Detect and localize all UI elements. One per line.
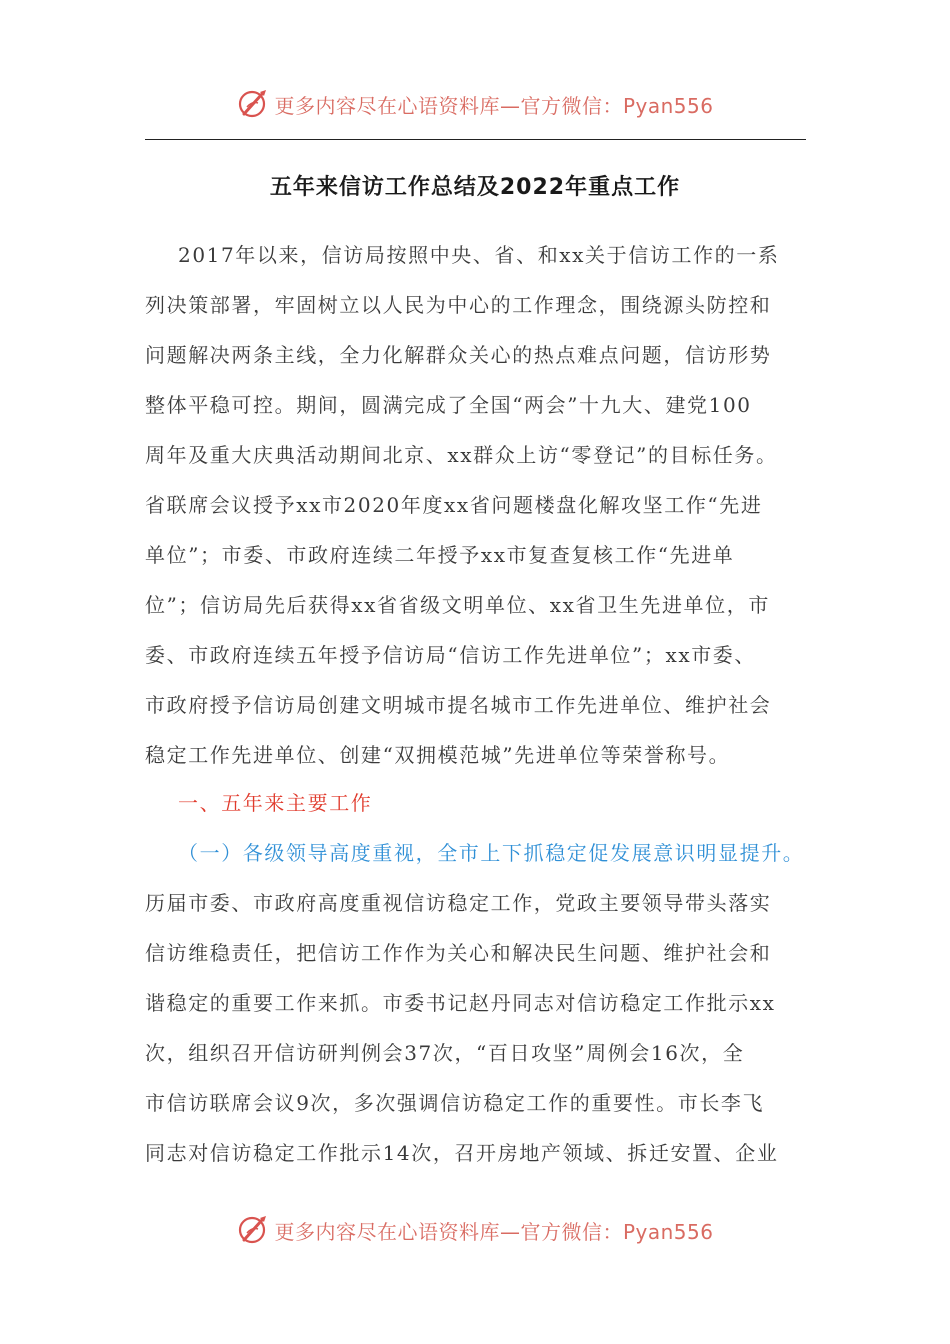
paragraph-line: 同志对信访稳定工作批示14次，召开房地产领域、拆迁安置、企业: [145, 1141, 779, 1165]
footer-banner: [0, 1210, 950, 1250]
paragraph-line: 谐稳定的重要工作来抓。市委书记赵丹同志对信访稳定工作批示xx: [145, 991, 776, 1015]
subsection-heading: （一）各级领导高度重视，全市上下抓稳定促发展意识明显提升。: [178, 841, 805, 865]
banner-text: 更多内容尽在心语资料库—官方微信：Pyan556: [274, 1219, 714, 1244]
paragraph-line: 次，组织召开信访研判例会37次，“百日攻坚”周例会16次，全: [145, 1041, 745, 1065]
paragraph-line: 位”；信访局先后获得xx省省级文明单位、xx省卫生先进单位，市: [145, 593, 770, 617]
paragraph-line: 问题解决两条主线，全力化解群众关心的热点难点问题，信访形势: [145, 343, 772, 367]
paragraph-line: 单位”；市委、市政府连续二年授予xx市复查复核工作“先进单: [145, 543, 735, 567]
paragraph-line: 信访维稳责任，把信访工作作为关心和解决民生问题、维护社会和: [145, 941, 772, 965]
header-banner: [0, 84, 950, 124]
paragraph-line: 历届市委、市政府高度重视信访稳定工作，党政主要领导带头落实: [145, 891, 772, 915]
paragraph-line: 列决策部署，牢固树立以人民为中心的工作理念，围绕源头防控和: [145, 293, 772, 317]
header-divider: [145, 139, 806, 140]
paragraph-line: 稳定工作先进单位、创建“双拥模范城”先进单位等荣誉称号。: [145, 743, 731, 767]
paragraph-line: 周年及重大庆典活动期间北京、xx群众上访“零登记”的目标任务。: [145, 443, 778, 467]
pen-logo-icon: [236, 1213, 270, 1247]
paragraph-line: 委、市政府连续五年授予信访局“信访工作先进单位”；xx市委、: [145, 643, 757, 667]
paragraph-line: 市信访联席会议9次，多次强调信访稳定工作的重要性。市长李飞: [145, 1091, 765, 1115]
paragraph-line: 省联席会议授予xx市2020年度xx省问题楼盘化解攻坚工作“先进: [145, 493, 763, 517]
banner-text: 更多内容尽在心语资料库—官方微信：Pyan556: [274, 93, 714, 118]
paragraph-line: 2017年以来，信访局按照中央、省、和xx关于信访工作的一系: [178, 243, 780, 267]
document-title: 五年来信访工作总结及2022年重点工作: [269, 175, 681, 200]
pen-logo-icon: [236, 87, 270, 121]
paragraph-line: 整体平稳可控。期间，圆满完成了全国“两会”十九大、建党100: [145, 393, 752, 417]
paragraph-line: 市政府授予信访局创建文明城市提名城市工作先进单位、维护社会: [145, 693, 772, 717]
section-heading: 一、五年来主要工作: [178, 791, 373, 815]
